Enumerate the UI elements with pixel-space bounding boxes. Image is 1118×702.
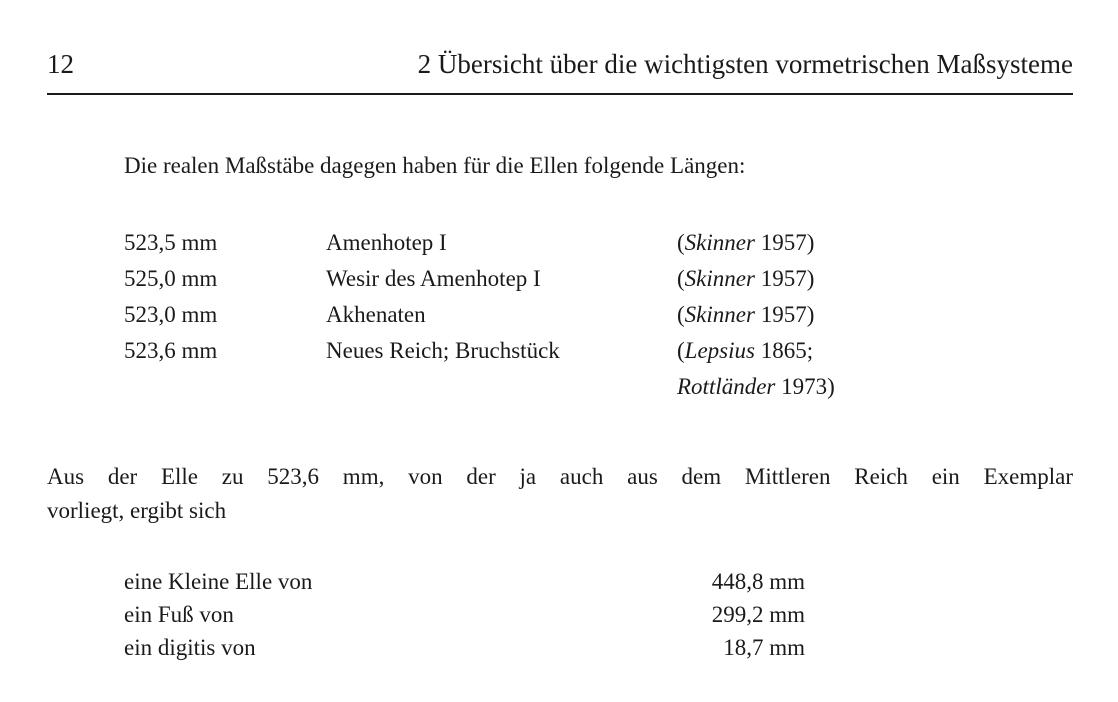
- cubit-length: 523,0 mm: [124, 302, 218, 327]
- source-open-paren: (: [677, 266, 685, 291]
- cubit-source: [677, 369, 835, 405]
- source-year: 1957: [760, 302, 807, 327]
- source-open-paren: (: [677, 230, 685, 255]
- measure-value: 299,2 mm: [711, 602, 805, 627]
- running-title: 2 Übersicht über die wichtigsten vormetrischen Maßsysteme: [417, 49, 1073, 79]
- source-year: 1957: [760, 266, 807, 291]
- measure-value: 448,8 mm: [711, 569, 805, 594]
- source-year: 1865;: [760, 338, 814, 363]
- source-author: Skinner: [684, 230, 755, 255]
- cubit-source: [677, 225, 814, 261]
- cubit-object: Wesir des Amenhotep I: [326, 266, 541, 291]
- cubit-source: [677, 297, 814, 333]
- cubit-source: [677, 261, 814, 297]
- measure-value: 18,7 mm: [723, 635, 805, 660]
- source-close-paren: ): [827, 374, 835, 399]
- source-author: Skinner: [684, 302, 755, 327]
- cubit-object: Neues Reich; Bruchstück: [326, 338, 560, 363]
- source-close-paren: ): [806, 266, 815, 291]
- source-year: 1957: [760, 230, 807, 255]
- source-close-paren: ): [806, 302, 815, 327]
- intro-sentence: Die realen Maßstäbe dagegen haben für die Ellen folgende Längen:: [124, 153, 746, 178]
- page-number: 12: [47, 49, 74, 79]
- measure-label: ein Fuß von: [124, 602, 234, 627]
- source-open-paren: (: [677, 338, 685, 363]
- measure-label: eine Kleine Elle von: [124, 569, 313, 594]
- paragraph-line: Aus der Elle zu 523,6 mm, von der ja auch aus dem Mittleren Reich ein Exemplar: [47, 464, 1073, 489]
- source-author: Lepsius: [684, 338, 755, 363]
- paragraph-line: vorliegt, ergibt sich: [47, 498, 227, 523]
- running-head: [47, 44, 1073, 86]
- cubit-length: 523,5 mm: [124, 230, 218, 255]
- source-close-paren: ): [806, 230, 815, 255]
- body-paragraph: [47, 460, 1077, 528]
- cubit-object: Amenhotep I: [326, 230, 447, 255]
- source-author: Skinner: [684, 266, 755, 291]
- source-year: 1973: [781, 374, 828, 399]
- source-open-paren: (: [677, 302, 685, 327]
- measure-label: ein digitis von: [124, 635, 256, 660]
- cubit-object: Akhenaten: [326, 302, 426, 327]
- cubit-length: 525,0 mm: [124, 266, 218, 291]
- header-rule: [47, 93, 1073, 95]
- cubit-source: [677, 333, 813, 369]
- cubit-length: 523,6 mm: [124, 338, 218, 363]
- source-author: Rottländer: [677, 374, 776, 399]
